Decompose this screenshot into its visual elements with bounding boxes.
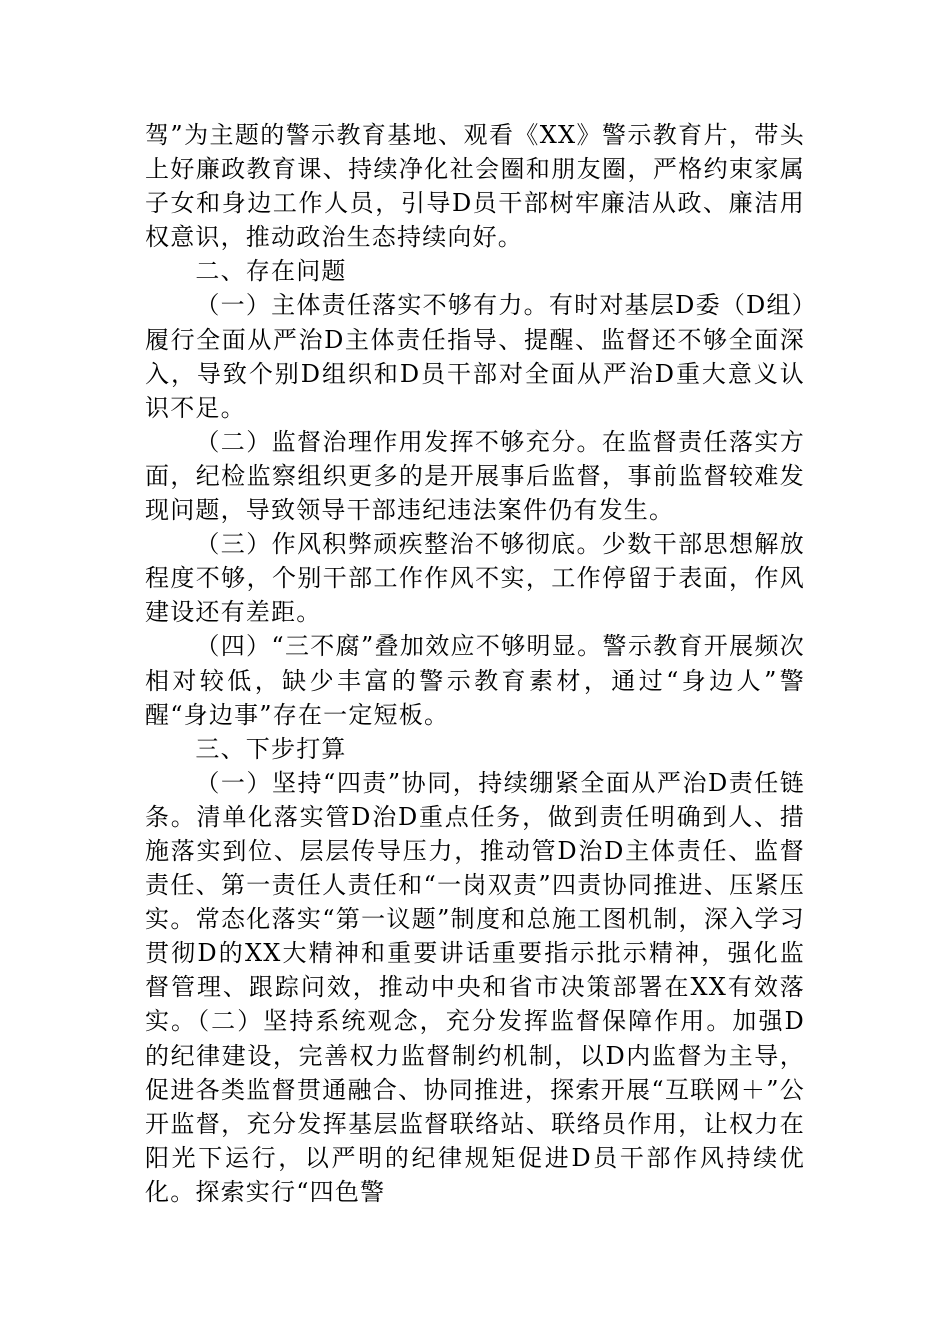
paragraph-problem-1: （一）主体责任落实不够有力。有时对基层D委（D组）履行全面从严治D主体责任指导、提醒、监督还不够全面深入，导致个别D组织和D员干部对全面从严治D重大意义认识不足。: [145, 291, 805, 422]
paragraph-continuation: 驾”为主题的警示教育基地、观看《XX》警示教育片，带头上好廉政教育课、持续净化社会圈和朋友圈，严格约束家属子女和身边工作人员，引导D员干部树牢廉洁从政、廉洁用权意识，推动政治生态持续向好。: [145, 121, 805, 252]
section-heading-next-steps: 三、下步打算: [195, 734, 347, 763]
paragraph-problem-3: （三）作风积弊顽疾整治不够彻底。少数干部思想解放程度不够，个别干部工作作风不实，工作停留于表面，作风建设还有差距。: [145, 530, 805, 627]
paragraph-problem-2: （二）监督治理作用发挥不够充分。在监督责任落实方面，纪检监察组织更多的是开展事后监督，事前监督较难发现问题，导致领导干部违纪违法案件仍有发生。: [145, 427, 805, 525]
section-heading-problems: 二、存在问题: [195, 257, 347, 286]
paragraph-problem-4: （四）“三不腐”叠加效应不够明显。警示教育开展频次相对较低，缺少丰富的警示教育素材，通过“身边人”警醒“身边事”存在一定短板。: [145, 632, 805, 729]
paragraph-next-steps: （一）坚持“四责”协同，持续绷紧全面从严治D责任链条。清单化落实管D治D重点任务，做到责任明确到人、措施落实到位、层层传导压力，推动管D治D主体责任、监督责任、第一责任人责任和“一岗双责”四责协同推进、压紧压实。常态化落实“第一议题”制度和总施工图机制，深入学习贯彻D的XX大精神和重要讲话重要指示批示精神，强化监督管理、跟踪问效，推动中央和省市决策部署在XX有效落实。（二）坚持系统观念，充分发挥监督保障作用。加强D的纪律建设，完善权力监督制约机制，以D内监督为主导，促进各类监督贯通融合、协同推进，探索开展“互联网＋”公开监督，充分发挥基层监督联络站、联络员作用，让权力在阳光下运行，以严明的纪律规矩促进D员干部作风持续优化。探索实行“四色警: [145, 768, 805, 1206]
document-body: [145, 118, 805, 1209]
